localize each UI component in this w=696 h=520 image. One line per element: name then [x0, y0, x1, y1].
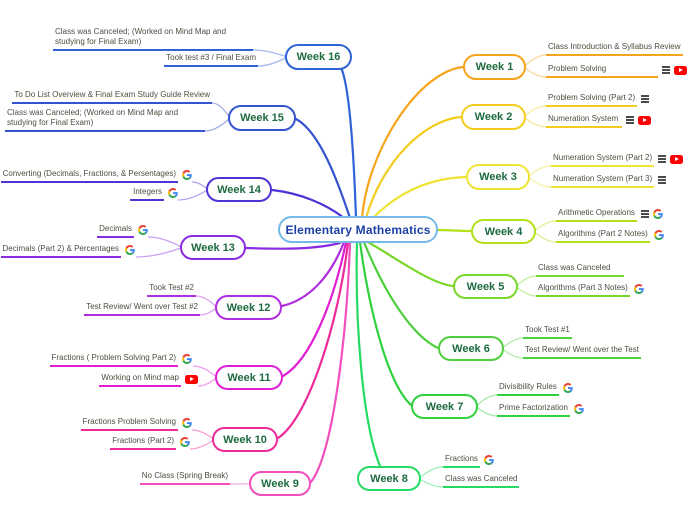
subtopic-label: Arithmetic Operations	[556, 208, 637, 222]
subtopic-label: Test Review/ Went over the Test	[523, 345, 641, 359]
subtopic-item[interactable]	[443, 454, 494, 468]
subtopic-item[interactable]	[1, 169, 192, 183]
google-icon	[574, 404, 584, 414]
subtopic-label: No Class (Spring Break)	[140, 471, 230, 485]
google-icon	[654, 230, 664, 240]
google-icon	[653, 209, 663, 219]
week-13-node[interactable]: Week 13	[180, 235, 246, 260]
subtopic-label: Decimals (Part 2) & Percentages	[1, 244, 122, 258]
branch-curve-week-16	[342, 70, 356, 218]
subtopic-item[interactable]	[546, 114, 651, 128]
branch-curve-week-3	[372, 177, 466, 219]
week-9-node[interactable]: Week 9	[249, 471, 311, 496]
notes-icon	[662, 66, 670, 74]
subtopic-connector	[524, 117, 546, 127]
subtopic-item[interactable]	[147, 283, 196, 297]
subtopic-connector	[534, 232, 556, 243]
week-3-node[interactable]: Week 3	[466, 164, 530, 190]
subtopic-connector	[534, 221, 556, 232]
week-1-node[interactable]: Week 1	[463, 54, 526, 80]
subtopic-label: Numeration System (Part 3)	[551, 174, 654, 188]
subtopic-label: Class was Canceled; (Worked on Mind Map and studying for Final Exam)	[5, 108, 205, 132]
subtopic-item[interactable]	[551, 153, 683, 167]
subtopic-item[interactable]	[1, 244, 136, 258]
subtopic-connector	[136, 248, 182, 258]
week-8-node[interactable]: Week 8	[357, 466, 421, 491]
subtopic-item[interactable]	[140, 471, 230, 485]
branch-curve-week-6	[364, 242, 438, 348]
youtube-icon	[638, 116, 651, 125]
subtopic-item[interactable]	[497, 382, 573, 396]
google-icon	[182, 418, 192, 428]
branch-curve-week-7	[360, 242, 411, 405]
google-icon	[182, 354, 192, 364]
week-10-node[interactable]: Week 10	[212, 427, 278, 452]
youtube-icon	[670, 155, 683, 164]
subtopic-item[interactable]	[546, 42, 683, 56]
google-icon	[168, 188, 178, 198]
subtopic-label: Numeration System (Part 2)	[551, 153, 654, 167]
subtopic-item[interactable]	[12, 90, 212, 104]
subtopic-label: Test Review/ Went over Test #2	[84, 302, 200, 316]
subtopic-connector	[148, 237, 182, 248]
subtopic-item[interactable]	[50, 353, 193, 367]
subtopic-item[interactable]	[99, 373, 198, 387]
google-icon	[125, 245, 135, 255]
subtopic-item[interactable]	[164, 53, 258, 67]
subtopic-connector	[258, 57, 287, 66]
subtopic-connector	[516, 276, 536, 287]
branch-curve-week-4	[436, 230, 471, 231]
subtopic-item[interactable]	[130, 187, 178, 201]
subtopic-label: Fractions	[443, 454, 480, 468]
subtopic-label: Class was Canceled	[443, 474, 519, 488]
subtopic-connector	[524, 67, 546, 77]
subtopic-connector	[476, 395, 497, 407]
week-5-node[interactable]: Week 5	[453, 274, 518, 299]
week-7-node[interactable]: Week 7	[411, 394, 478, 419]
subtopic-label: Prime Factorization	[497, 403, 570, 417]
subtopic-label: Class was Canceled	[536, 263, 624, 277]
subtopic-item[interactable]	[5, 108, 205, 132]
week-6-node[interactable]: Week 6	[438, 336, 504, 361]
subtopic-label: Divisibility Rules	[497, 382, 559, 396]
week-12-node[interactable]: Week 12	[215, 295, 282, 320]
google-icon	[634, 284, 644, 294]
branch-curve-week-2	[366, 117, 461, 218]
week-16-node[interactable]: Week 16	[285, 44, 352, 70]
subtopic-connector	[192, 430, 214, 440]
subtopic-item[interactable]	[556, 208, 663, 222]
youtube-icon	[674, 66, 687, 75]
subtopic-connector	[419, 467, 443, 479]
subtopic-label: Problem Solving (Part 2)	[546, 93, 637, 107]
subtopic-label: Converting (Decimals, Fractions, & Persentages)	[1, 169, 178, 183]
subtopic-item[interactable]	[556, 229, 664, 243]
subtopic-item[interactable]	[523, 325, 572, 339]
week-4-node[interactable]: Week 4	[471, 219, 536, 244]
week-11-node[interactable]: Week 11	[215, 365, 283, 390]
subtopic-item[interactable]	[97, 224, 148, 238]
central-topic-node[interactable]: Elementary Mathematics	[278, 216, 438, 243]
subtopic-connector	[502, 338, 523, 349]
subtopic-item[interactable]	[551, 174, 666, 188]
week-15-node[interactable]: Week 15	[228, 105, 296, 131]
branch-curve-week-13	[246, 243, 340, 249]
youtube-icon	[185, 375, 198, 384]
subtopic-connector	[528, 166, 551, 177]
subtopic-connector	[253, 50, 287, 57]
subtopic-label: Took Test #2	[147, 283, 196, 297]
subtopic-label: Fractions (Part 2)	[110, 436, 176, 450]
notes-icon	[641, 210, 649, 218]
subtopic-connector	[516, 287, 536, 297]
branch-curve-week-15	[296, 119, 350, 218]
subtopic-item[interactable]	[53, 27, 253, 51]
subtopic-label: Fractions Problem Solving	[81, 417, 178, 431]
google-icon	[182, 170, 192, 180]
subtopic-item[interactable]	[81, 417, 192, 431]
subtopic-label: Class was Canceled; (Worked on Mind Map and studying for Final Exam)	[53, 27, 253, 51]
subtopic-connector	[190, 440, 214, 450]
subtopic-label: Algorithms (Part 2 Notes)	[556, 229, 650, 243]
subtopic-item[interactable]	[523, 345, 641, 359]
subtopic-item[interactable]	[536, 283, 644, 297]
notes-icon	[658, 155, 666, 163]
subtopic-label: Took Test #1	[523, 325, 572, 339]
subtopic-item[interactable]	[443, 474, 519, 488]
notes-icon	[641, 95, 649, 103]
subtopic-connector	[524, 106, 546, 117]
branch-curve-week-9	[311, 242, 350, 482]
notes-icon	[658, 176, 666, 184]
subtopic-connector	[524, 55, 546, 67]
google-icon	[180, 437, 190, 447]
subtopic-item[interactable]	[546, 93, 649, 107]
notes-icon	[626, 116, 634, 124]
subtopic-connector	[230, 484, 251, 485]
subtopic-label: Took test #3 / Final Exam	[164, 53, 258, 67]
week-2-node[interactable]: Week 2	[461, 104, 526, 130]
subtopic-connector	[528, 177, 551, 187]
subtopic-connector	[419, 479, 443, 488]
subtopic-label: Problem Solving	[546, 64, 658, 78]
subtopic-label: Class Introduction & Syllabus Review	[546, 42, 683, 56]
subtopic-connector	[476, 407, 497, 417]
subtopic-label: Numeration System	[546, 114, 622, 128]
branch-curve-week-8	[357, 242, 380, 466]
subtopic-item[interactable]	[546, 64, 687, 78]
subtopic-label: Decimals	[97, 224, 134, 238]
subtopic-label: Working on Mind map	[99, 373, 181, 387]
subtopic-connector	[205, 118, 230, 131]
google-icon	[563, 383, 573, 393]
branch-curve-week-14	[272, 190, 344, 218]
google-icon	[484, 455, 494, 465]
subtopic-label: To Do List Overview & Final Exam Study Guide Review	[12, 90, 212, 104]
subtopic-item[interactable]	[84, 302, 200, 316]
subtopic-item[interactable]	[110, 436, 190, 450]
week-14-node[interactable]: Week 14	[206, 177, 272, 202]
subtopic-connector	[502, 349, 523, 359]
subtopic-label: Integers	[130, 187, 164, 201]
branch-curve-week-1	[362, 67, 463, 218]
subtopic-label: Algorithms (Part 3 Notes)	[536, 283, 630, 297]
google-icon	[138, 225, 148, 235]
branch-curve-week-12	[282, 242, 344, 306]
subtopic-item[interactable]	[536, 263, 624, 277]
subtopic-item[interactable]	[497, 403, 584, 417]
subtopic-connector	[178, 190, 208, 201]
subtopic-label: Fractions ( Problem Solving Part 2)	[50, 353, 179, 367]
